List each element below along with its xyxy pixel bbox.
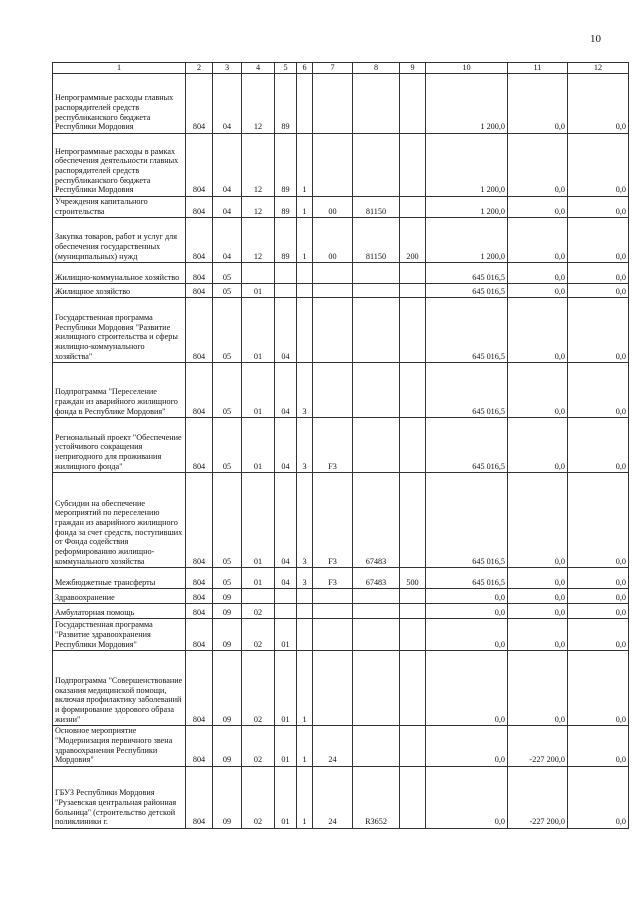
row-value-cell <box>400 589 426 604</box>
row-value-cell: 0,0 <box>568 263 629 284</box>
table-row <box>53 298 629 363</box>
row-value-cell: 81150 <box>353 197 400 218</box>
row-value-cell: 0,0 <box>568 74 629 134</box>
row-value-cell: 04 <box>275 418 297 473</box>
row-value-cell: 645 016,5 <box>426 473 508 568</box>
row-value-cell <box>313 619 353 651</box>
table-row <box>53 197 629 218</box>
row-value-cell: 645 016,5 <box>426 418 508 473</box>
row-value-cell: 04 <box>213 134 242 197</box>
row-name-cell: Учреждения капитального строительства <box>53 197 186 218</box>
row-value-cell: 01 <box>242 473 275 568</box>
column-header: 8 <box>353 63 400 74</box>
row-value-cell: 05 <box>213 263 242 284</box>
row-value-cell: 0,0 <box>508 218 568 263</box>
row-value-cell: 0,0 <box>508 604 568 619</box>
row-value-cell <box>353 604 400 619</box>
row-value-cell: R3652 <box>353 767 400 829</box>
row-value-cell: 0,0 <box>568 418 629 473</box>
row-value-cell: 04 <box>213 218 242 263</box>
column-header: 4 <box>242 63 275 74</box>
row-value-cell: 12 <box>242 74 275 134</box>
row-value-cell <box>400 298 426 363</box>
row-value-cell <box>400 363 426 418</box>
row-value-cell: 804 <box>186 218 213 263</box>
row-value-cell: 05 <box>213 473 242 568</box>
row-value-cell: 0,0 <box>568 767 629 829</box>
row-value-cell: 804 <box>186 568 213 589</box>
row-value-cell: 67483 <box>353 473 400 568</box>
row-name-cell: Региональный проект "Обеспечение устойчивого сокращения непригодного для проживания жилищного фонда" <box>53 418 186 473</box>
row-value-cell: 804 <box>186 473 213 568</box>
row-value-cell <box>297 263 313 284</box>
row-name-cell: Амбулаторная помощь <box>53 604 186 619</box>
row-value-cell: 1 <box>297 767 313 829</box>
row-value-cell: 02 <box>242 651 275 726</box>
row-value-cell: 1 200,0 <box>426 74 508 134</box>
row-value-cell: 24 <box>313 726 353 767</box>
row-value-cell: 0,0 <box>568 651 629 726</box>
row-value-cell <box>400 726 426 767</box>
row-value-cell: 0,0 <box>568 134 629 197</box>
row-value-cell: 05 <box>213 298 242 363</box>
row-value-cell: 05 <box>213 363 242 418</box>
row-value-cell <box>353 619 400 651</box>
row-name-cell: Непрограммные расходы в рамках обеспечения деятельности главных распорядителей средств республиканского бюджета Республики Мордовия <box>53 134 186 197</box>
row-value-cell: 89 <box>275 197 297 218</box>
row-value-cell: 804 <box>186 298 213 363</box>
row-value-cell: 0,0 <box>508 473 568 568</box>
page-number: 10 <box>590 33 601 45</box>
row-value-cell <box>275 589 297 604</box>
row-value-cell <box>400 767 426 829</box>
row-value-cell <box>242 589 275 604</box>
row-value-cell <box>400 197 426 218</box>
row-value-cell: 04 <box>213 74 242 134</box>
table-row <box>53 263 629 284</box>
row-value-cell <box>313 363 353 418</box>
row-value-cell: 804 <box>186 363 213 418</box>
column-header: 2 <box>186 63 213 74</box>
row-value-cell: 0,0 <box>508 197 568 218</box>
row-value-cell: 09 <box>213 589 242 604</box>
row-value-cell: 1 <box>297 197 313 218</box>
column-header: 10 <box>426 63 508 74</box>
header-row <box>53 63 629 74</box>
row-value-cell <box>400 651 426 726</box>
row-value-cell: 04 <box>275 568 297 589</box>
row-name-cell: Основное мероприятие "Модернизация первичного звена здравоохранения Республики Мордовия" <box>53 726 186 767</box>
column-header: 5 <box>275 63 297 74</box>
row-value-cell: 01 <box>242 568 275 589</box>
row-value-cell: 0,0 <box>508 589 568 604</box>
row-value-cell: 804 <box>186 619 213 651</box>
row-value-cell <box>353 418 400 473</box>
row-value-cell: 0,0 <box>568 298 629 363</box>
row-value-cell <box>242 263 275 284</box>
row-value-cell: 01 <box>275 651 297 726</box>
row-value-cell: 645 016,5 <box>426 363 508 418</box>
row-value-cell <box>275 263 297 284</box>
table-row <box>53 568 629 589</box>
table-row <box>53 473 629 568</box>
row-value-cell: 00 <box>313 197 353 218</box>
row-value-cell: 0,0 <box>568 726 629 767</box>
row-value-cell: 645 016,5 <box>426 263 508 284</box>
row-value-cell <box>297 589 313 604</box>
row-value-cell: 09 <box>213 604 242 619</box>
row-value-cell: 00 <box>313 218 353 263</box>
row-value-cell: 804 <box>186 589 213 604</box>
row-value-cell <box>400 263 426 284</box>
row-name-cell: Жилищно-коммунальное хозяйство <box>53 263 186 284</box>
row-value-cell <box>313 298 353 363</box>
table-row <box>53 363 629 418</box>
table-row <box>53 74 629 134</box>
row-value-cell: 0,0 <box>568 604 629 619</box>
row-value-cell: 02 <box>242 604 275 619</box>
row-value-cell <box>400 619 426 651</box>
table-row <box>53 651 629 726</box>
row-value-cell: 0,0 <box>508 568 568 589</box>
row-value-cell: 67483 <box>353 568 400 589</box>
column-header: 11 <box>508 63 568 74</box>
row-value-cell <box>297 619 313 651</box>
row-value-cell: 09 <box>213 651 242 726</box>
row-value-cell: 0,0 <box>568 284 629 298</box>
row-value-cell <box>400 418 426 473</box>
row-value-cell: 01 <box>242 298 275 363</box>
row-value-cell <box>353 284 400 298</box>
row-value-cell: 1 <box>297 651 313 726</box>
row-value-cell: 0,0 <box>508 619 568 651</box>
row-name-cell: Государственная программа Республики Мордовия "Развитие жилищного строительства и сферы жилищно-коммунального хозяйства" <box>53 298 186 363</box>
row-name-cell: Здравоохранение <box>53 589 186 604</box>
table-row <box>53 726 629 767</box>
row-value-cell: 1 <box>297 726 313 767</box>
row-value-cell: 04 <box>275 473 297 568</box>
row-value-cell: 645 016,5 <box>426 298 508 363</box>
row-value-cell <box>400 134 426 197</box>
row-value-cell: 0,0 <box>426 767 508 829</box>
row-value-cell: 02 <box>242 619 275 651</box>
row-name-cell: Межбюджетные трансферты <box>53 568 186 589</box>
row-value-cell: 3 <box>297 363 313 418</box>
table-row <box>53 604 629 619</box>
row-value-cell <box>353 263 400 284</box>
row-value-cell <box>313 651 353 726</box>
row-value-cell: 0,0 <box>508 74 568 134</box>
row-value-cell: 804 <box>186 767 213 829</box>
row-value-cell <box>275 604 297 619</box>
row-value-cell <box>275 284 297 298</box>
budget-table <box>52 62 629 829</box>
row-value-cell: 0,0 <box>568 363 629 418</box>
row-value-cell: 05 <box>213 568 242 589</box>
row-value-cell: 0,0 <box>508 134 568 197</box>
row-value-cell: 0,0 <box>508 263 568 284</box>
row-name-cell: Жилищное хозяйство <box>53 284 186 298</box>
row-value-cell: 01 <box>275 726 297 767</box>
row-value-cell: 01 <box>242 363 275 418</box>
column-header: 6 <box>297 63 313 74</box>
row-name-cell: ГБУЗ Республики Мордовия "Рузаевская центральная районная больница" (строительство детской поликлиники г. <box>53 767 186 829</box>
row-value-cell: 804 <box>186 651 213 726</box>
row-value-cell: 04 <box>213 197 242 218</box>
row-value-cell: 804 <box>186 197 213 218</box>
row-name-cell: Закупка товаров, работ и услуг для обеспечения государственных (муниципальных) нужд <box>53 218 186 263</box>
row-value-cell: 0,0 <box>508 363 568 418</box>
row-value-cell: 804 <box>186 726 213 767</box>
row-value-cell: 01 <box>275 767 297 829</box>
row-value-cell <box>400 74 426 134</box>
column-header: 9 <box>400 63 426 74</box>
row-value-cell: 12 <box>242 218 275 263</box>
row-value-cell: 804 <box>186 74 213 134</box>
row-value-cell: 804 <box>186 284 213 298</box>
table-row <box>53 589 629 604</box>
row-value-cell: 12 <box>242 197 275 218</box>
row-value-cell <box>353 363 400 418</box>
row-value-cell: 1 200,0 <box>426 218 508 263</box>
row-value-cell: 01 <box>242 284 275 298</box>
row-value-cell: 81150 <box>353 218 400 263</box>
row-value-cell <box>400 604 426 619</box>
row-value-cell: 1 200,0 <box>426 197 508 218</box>
row-value-cell: 0,0 <box>568 197 629 218</box>
row-value-cell: 804 <box>186 134 213 197</box>
table-row <box>53 284 629 298</box>
row-value-cell <box>313 74 353 134</box>
row-value-cell: 0,0 <box>568 589 629 604</box>
row-value-cell: -227 200,0 <box>508 767 568 829</box>
row-value-cell: 0,0 <box>426 726 508 767</box>
row-value-cell: 1 <box>297 218 313 263</box>
row-value-cell <box>353 726 400 767</box>
row-value-cell: 09 <box>213 767 242 829</box>
row-value-cell <box>313 589 353 604</box>
row-name-cell: Непрограммные расходы главных распорядителей средств республиканского бюджета Республики Мордовия <box>53 74 186 134</box>
row-value-cell: 24 <box>313 767 353 829</box>
row-value-cell: 0,0 <box>508 651 568 726</box>
row-value-cell <box>297 604 313 619</box>
row-value-cell: 0,0 <box>568 218 629 263</box>
row-value-cell: 02 <box>242 767 275 829</box>
row-value-cell <box>313 263 353 284</box>
column-header: 7 <box>313 63 353 74</box>
row-value-cell: 500 <box>400 568 426 589</box>
table-row <box>53 418 629 473</box>
row-value-cell: 0,0 <box>508 284 568 298</box>
row-value-cell: 05 <box>213 284 242 298</box>
table-body <box>53 74 629 829</box>
row-value-cell <box>353 589 400 604</box>
row-value-cell: 0,0 <box>568 619 629 651</box>
row-name-cell: Подпрограмма "Переселение граждан из аварийного жилищного фонда в Республике Мордовия" <box>53 363 186 418</box>
row-value-cell: 09 <box>213 726 242 767</box>
row-value-cell <box>400 284 426 298</box>
row-name-cell: Подпрограмма "Совершенствование оказания медицинской помощи, включая профилактику заболеваний и формирование здорового образа жизни" <box>53 651 186 726</box>
row-value-cell: 200 <box>400 218 426 263</box>
column-header: 1 <box>53 63 186 74</box>
row-value-cell: 01 <box>275 619 297 651</box>
row-value-cell <box>353 298 400 363</box>
row-value-cell: 1 200,0 <box>426 134 508 197</box>
row-name-cell: Субсидии на обеспечение мероприятий по переселению граждан из аварийного жилищного фонда за счет средств, поступивших от Фонда содействия реформированию жилищно-коммунального хозяйства <box>53 473 186 568</box>
row-value-cell <box>297 298 313 363</box>
row-value-cell: 0,0 <box>426 604 508 619</box>
row-value-cell <box>353 134 400 197</box>
row-value-cell: -227 200,0 <box>508 726 568 767</box>
row-value-cell: 0,0 <box>508 418 568 473</box>
row-value-cell <box>297 284 313 298</box>
row-value-cell: 12 <box>242 134 275 197</box>
table-row <box>53 218 629 263</box>
row-value-cell: 0,0 <box>568 473 629 568</box>
row-value-cell: 04 <box>275 298 297 363</box>
column-header: 3 <box>213 63 242 74</box>
table-row <box>53 767 629 829</box>
row-value-cell: 0,0 <box>568 568 629 589</box>
row-value-cell: 89 <box>275 134 297 197</box>
row-value-cell: 645 016,5 <box>426 284 508 298</box>
row-value-cell: 89 <box>275 218 297 263</box>
row-value-cell: 804 <box>186 604 213 619</box>
row-value-cell <box>353 74 400 134</box>
row-value-cell: 3 <box>297 418 313 473</box>
row-value-cell: 645 016,5 <box>426 568 508 589</box>
table-row <box>53 134 629 197</box>
row-value-cell: 0,0 <box>426 651 508 726</box>
row-value-cell: 0,0 <box>508 298 568 363</box>
row-value-cell: 1 <box>297 134 313 197</box>
row-value-cell <box>400 473 426 568</box>
row-value-cell: 02 <box>242 726 275 767</box>
row-value-cell <box>313 604 353 619</box>
row-value-cell: 05 <box>213 418 242 473</box>
row-value-cell: 3 <box>297 473 313 568</box>
row-value-cell: F3 <box>313 568 353 589</box>
table-row <box>53 619 629 651</box>
row-value-cell: 89 <box>275 74 297 134</box>
row-value-cell: 0,0 <box>426 619 508 651</box>
row-value-cell: F3 <box>313 473 353 568</box>
row-value-cell: F3 <box>313 418 353 473</box>
row-name-cell: Государственная программа "Развитие здравоохранения Республики Мордовия" <box>53 619 186 651</box>
row-value-cell: 804 <box>186 418 213 473</box>
row-value-cell <box>297 74 313 134</box>
row-value-cell: 01 <box>242 418 275 473</box>
row-value-cell: 09 <box>213 619 242 651</box>
row-value-cell: 0,0 <box>426 589 508 604</box>
row-value-cell: 3 <box>297 568 313 589</box>
row-value-cell <box>313 284 353 298</box>
row-value-cell: 804 <box>186 263 213 284</box>
column-header: 12 <box>568 63 629 74</box>
row-value-cell <box>313 134 353 197</box>
row-value-cell: 04 <box>275 363 297 418</box>
row-value-cell <box>353 651 400 726</box>
